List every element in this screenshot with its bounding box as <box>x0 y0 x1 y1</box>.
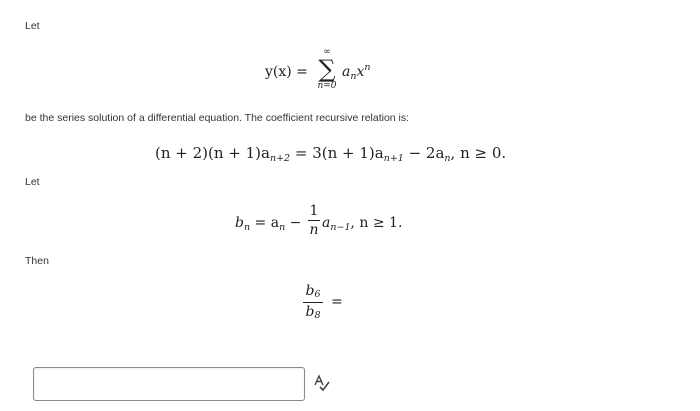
sigma-symbol: ∑ <box>318 55 336 83</box>
series-description: be the series solution of a differential equation. The coefficient recursive relation is: <box>25 112 410 124</box>
rec-minus: − 2a <box>403 144 445 162</box>
term-x: x <box>356 64 365 80</box>
bn-a-sub: n <box>279 222 286 233</box>
bn-def-right <box>322 215 402 231</box>
bn-a2: a <box>322 215 331 231</box>
let-label-1: Let <box>25 20 40 32</box>
term-a-sub: n <box>350 71 357 82</box>
rec-left: (n + 2)(n + 1)a <box>155 144 270 162</box>
rec-sub3: n <box>444 153 451 164</box>
bn-frac-num: 1 <box>309 203 319 219</box>
ratio-den: b8 <box>305 304 321 321</box>
bn-frac-bar <box>308 220 320 221</box>
rec-sub1: n+2 <box>269 153 291 164</box>
recurrence-relation <box>155 144 506 162</box>
bn-b-sub: n <box>243 222 251 233</box>
let-label-2: Let <box>25 176 40 188</box>
bn-def-left <box>235 215 301 231</box>
summation <box>314 47 340 91</box>
rec-cond: , n ≥ 0. <box>450 144 507 162</box>
bn-b: b <box>235 215 244 231</box>
rec-mid: = 3(n + 1)a <box>290 144 384 162</box>
answer-input[interactable] <box>33 367 305 401</box>
bn-minus: − <box>285 215 302 231</box>
sum-lower-limit: n=0 <box>317 81 337 91</box>
bn-fraction <box>308 203 320 238</box>
bn-frac-den: n <box>309 222 319 238</box>
sum-upper-limit: ∞ <box>323 47 331 57</box>
then-label: Then <box>25 255 49 267</box>
rec-sub2: n+1 <box>383 153 404 164</box>
bn-a2-sub: n−1 <box>330 222 351 233</box>
bn-cond: , n ≥ 1. <box>350 215 403 231</box>
term-a: a <box>342 64 351 80</box>
bn-eq: = a <box>250 215 280 231</box>
series-lhs: y(x) = <box>265 64 308 80</box>
ratio-equals: = <box>331 294 343 310</box>
term-x-sup: n <box>364 62 371 73</box>
ratio-bar <box>303 302 323 303</box>
spellcheck-icon[interactable] <box>312 373 332 393</box>
ratio-fraction <box>303 283 323 322</box>
series-term <box>342 64 371 80</box>
ratio-num: b6 <box>305 283 321 300</box>
